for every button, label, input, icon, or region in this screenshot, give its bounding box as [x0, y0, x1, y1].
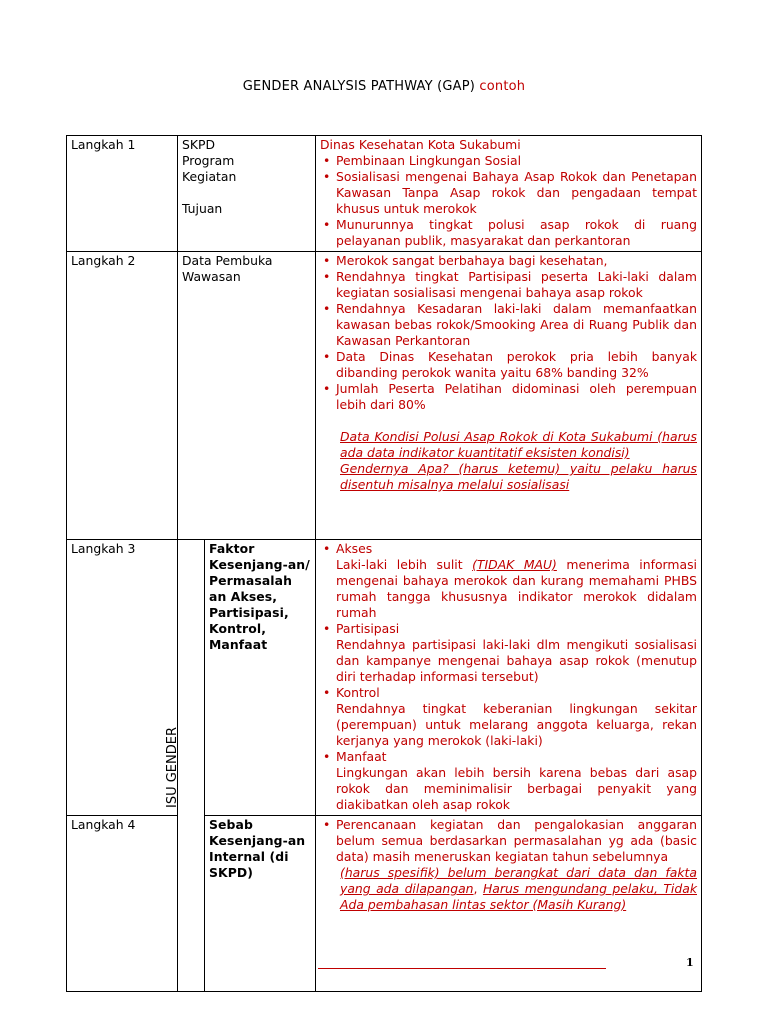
akses-text-pre: Laki-laki lebih sulit: [336, 557, 473, 572]
kontrol-text: Rendahnya tingkat keberanian lingkungan sekitar (perempuan) untuk melarang anggota keluarga, rekan kerjanya yang merokok (laki-laki): [336, 701, 697, 748]
akses-title: • Akses: [336, 541, 373, 556]
step-cell: [67, 816, 178, 992]
step-label: Langkah 2: [71, 253, 136, 268]
title-main: GENDER ANALYSIS PATHWAY (GAP): [242, 79, 480, 94]
note-separator: ,: [473, 881, 483, 896]
skpd-value: Dinas Kesehatan Kota Sukabumi: [320, 137, 521, 152]
row2-label: [178, 252, 316, 540]
page-number: 1: [686, 956, 694, 969]
step-cell: [67, 136, 178, 252]
row2-values: [316, 252, 702, 540]
row4-values: [316, 816, 702, 992]
tujuan-value: • Munurunnya tingkat polusi asap rokok di ruang pelayanan publik, masyarakat dan perkantoran: [336, 217, 697, 249]
step-label: Langkah 1: [71, 137, 136, 152]
perencanaan-item: • Perencanaan kegiatan dan pengalokasian anggaran belum semua berdasarkan permasalahan yg ada (basic data) masih meneruskan kegiatan tahun sebelumnya: [336, 817, 697, 865]
footnote-divider: [318, 968, 606, 969]
akses-text-post: menerima informasi mengenai bahaya merokok dan kurang memahami PHBS rumah tangga khususnya indikator merokok didalam rumah: [336, 557, 697, 620]
row3-values: [316, 540, 702, 816]
label-tujuan: Tujuan: [182, 201, 223, 216]
akses-text-italic: (TIDAK MAU): [472, 557, 557, 572]
row1-labels: [178, 136, 316, 252]
label-program: Program: [182, 153, 235, 168]
row4-label: [205, 816, 316, 992]
document-title: [0, 79, 768, 94]
manfaat-item: [336, 749, 697, 813]
row3-label: [205, 540, 316, 816]
row1-values: [316, 136, 702, 252]
list-item: • Rendahnya tingkat Partisipasi peserta Laki-laki dalam kegiatan sosialisasi mengenai bahaya asap rokok: [336, 269, 697, 301]
label-kegiatan: Kegiatan: [182, 169, 237, 184]
partisipasi-text: Rendahnya partisipasi laki-laki dlm mengikuti sosialisasi dan kampanye mengenai bahaya asap rokok (menutup diri terhadap informasi tersebut): [336, 637, 697, 684]
table-row-langkah-3: [67, 540, 702, 816]
step-label: Langkah 4: [71, 817, 136, 832]
title-contoh: contoh: [479, 79, 526, 94]
data-pembuka-label: Data Pembuka Wawasan: [182, 253, 273, 284]
faktor-label: Faktor Kesenjang-an/ Permasalah an Akses, Partisipasi, Kontrol, Manfaat: [209, 541, 310, 652]
step-label: Langkah 3: [71, 541, 136, 556]
program-value: • Pembinaan Lingkungan Sosial: [336, 153, 697, 169]
kegiatan-value: • Sosialisasi mengenai Bahaya Asap Rokok dan Penetapan Kawasan Tanpa Asap rokok dan pengadaan tempat khusus untuk merokok: [336, 169, 697, 217]
kontrol-title: • Kontrol: [336, 685, 380, 700]
list-item: • Merokok sangat berbahaya bagi kesehatan,: [336, 253, 697, 269]
list-item: • Jumlah Peserta Pelatihan didominasi oleh perempuan lebih dari 80%: [336, 381, 697, 413]
manfaat-text: Lingkungan akan lebih bersih karena bebas dari asap rokok dan meminimalisir berbagai penyakit yang diakibatkan oleh asap rokok: [336, 765, 697, 812]
note-mengundang: Harus mengundang pelaku, Tidak Ada pembahasan lintas sektor (Masih Kurang): [340, 881, 697, 912]
partisipasi-item: [336, 621, 697, 685]
list-item: • Rendahnya Kesadaran laki-laki dalam memanfaatkan kawasan bebas rokok/Smooking Area di Ruang Publik dan Kawasan Perkantoran: [336, 301, 697, 349]
table-row-langkah-4: [67, 816, 702, 992]
note-spesifik: (harus spesifik) belum berangkat dari data dan fakta yang ada dilapangan: [340, 865, 697, 896]
manfaat-title: • Manfaat: [336, 749, 387, 764]
isu-gender-cell: [165, 540, 205, 992]
isu-gender-label: ISU GENDER: [165, 726, 180, 808]
gap-table: [66, 135, 702, 992]
list-item: • Data Dinas Kesehatan perokok pria lebih banyak dibanding perokok wanita yaitu 68% banding 32%: [336, 349, 697, 381]
note-gender: Gendernya Apa? (harus ketemu) yaitu pelaku harus disentuh misalnya melalui sosialisasi: [340, 461, 697, 492]
akses-item: [336, 541, 697, 621]
partisipasi-title: • Partisipasi: [336, 621, 400, 636]
sebab-label: Sebab Kesenjang-an Internal (di SKPD): [209, 817, 306, 880]
table-row-langkah-1: [67, 136, 702, 252]
label-skpd: SKPD: [182, 137, 216, 152]
kontrol-item: [336, 685, 697, 749]
step-cell: [67, 540, 178, 816]
table-row-langkah-2: [67, 252, 702, 540]
note-data-kondisi: Data Kondisi Polusi Asap Rokok di Kota Sukabumi (harus ada data indikator kuantitatif eksisten kondisi): [340, 429, 697, 460]
step-cell: [67, 252, 178, 540]
